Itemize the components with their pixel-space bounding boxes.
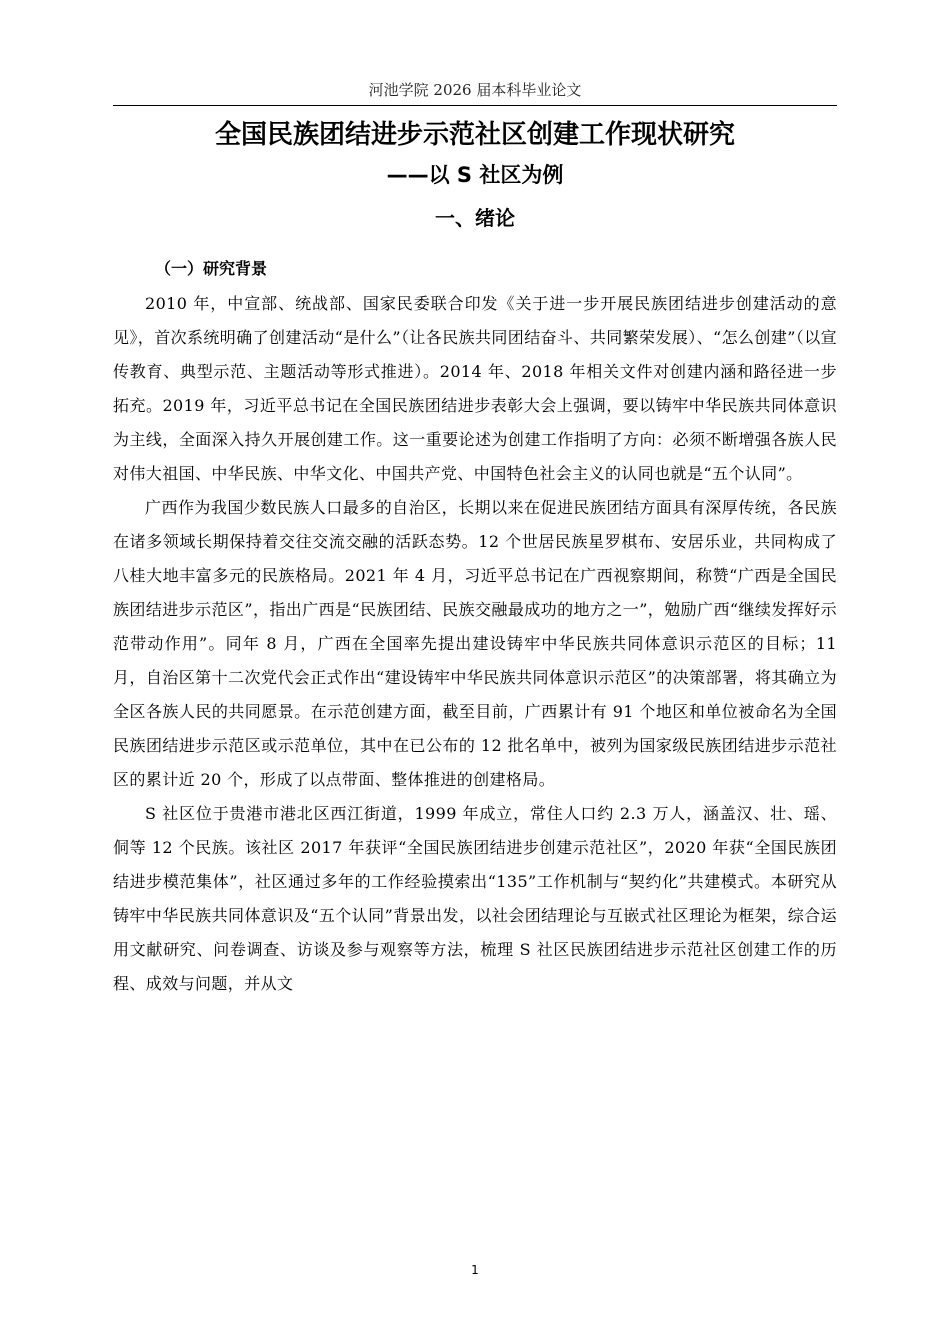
running-header: 河池学院 2026 届本科毕业论文 xyxy=(368,81,582,99)
paper-title: 全国民族团结进步示范社区创建工作现状研究 xyxy=(214,120,735,150)
paragraph-2: 广西作为我国少数民族人口最多的自治区，长期以来在促进民族团结方面具有深厚传统，各民族在诸多领域长期保持着交往交流交融的活跃态势。12 个世居民族星罗棋布、安居乐业，共同构成了八桂大地丰富多元的民族格局。2021 年 4 月，习近平总书记在广西视察期间，称赞“广西是全国民族团结进步示范区”，指出广西是“民族团结、民族交融最成功的地方之一”，勉励广西“继续发挥好示范带动作用”。同年 8 月，广西在全国率先提出建设铸牢中华民族共同体意识示范区的目标；11 月，自治区第十二次党代会正式作出“建设铸牢中华民族共同体意识示范区”的决策部署，将其确立为全区各族人民的共同愿景。在示范创建方面，截至目前，广西累计有 91 个地区和单位被命名为全国民族团结进步示范区或示范单位，其中在已公布的 12 批名单中，被列为国家级民族团结进步示范社区的累计近 20 个，形成了以点带面、整体推进的创建格局。 xyxy=(113,498,837,789)
paragraph-1: 2010 年，中宣部、统战部、国家民委联合印发《关于进一步开展民族团结进步创建活动的意见》，首次系统明确了创建活动“是什么”（让各民族共同团结奋斗、共同繁荣发展）、“怎么创建”（以宣传教育、典型示范、主题活动等形式推进）。2014 年、2018 年相关文件对创建内涵和路径进一步拓充。2019 年，习近平总书记在全国民族团结进步表彰大会上强调，要以铸牢中华民族共同体意识为主线，全面深入持久开展创建工作。这一重要论述为创建工作指明了方向：必须不断增强各族人民对伟大祖国、中华民族、中华文化、中国共产党、中国特色社会主义的认同也就是“五个认同”。 xyxy=(113,294,837,483)
page-number: 1 xyxy=(471,1263,479,1277)
paragraph-3: S 社区位于贵港市港北区西江街道，1999 年成立，常住人口约 2.3 万人，涵盖汉、壮、瑶、侗等 12 个民族。该社区 2017 年获评“全国民族团结进步创建示范社区”，2020 年获“全国民族团结进步模范集体”，社区通过多年的工作经验摸索出“135”工作机制与“契约化”共建模式。本研究从铸牢中华民族共同体意识及“五个认同”背景出发，以社会团结理论与互嵌式社区理论为框架，综合运用文献研究、问卷调查、访谈及参与观察等方法，梳理 S 社区民族团结进步示范社区创建工作的历程、成效与问题，并从文 xyxy=(113,804,837,993)
section-heading: 一、绪论 xyxy=(435,206,515,230)
body-text xyxy=(113,287,837,1001)
subsection-heading: （一）研究背景 xyxy=(155,259,268,278)
header-divider xyxy=(113,105,837,106)
paper-subtitle: ——以 S 社区为例 xyxy=(386,163,564,187)
